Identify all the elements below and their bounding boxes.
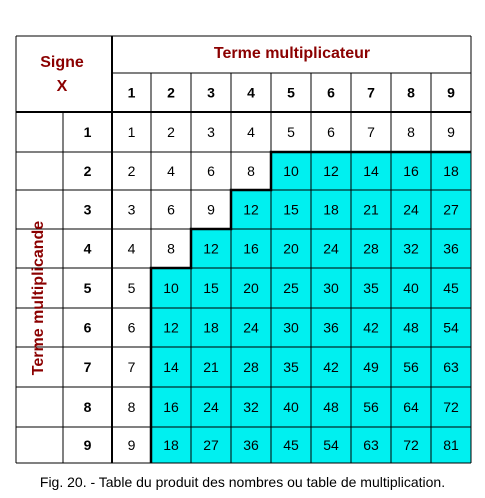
product-cell: 15	[283, 201, 299, 218]
multiplier-header-5: 5	[287, 84, 295, 101]
product-cell: 18	[443, 163, 459, 179]
product-cell: 56	[403, 359, 419, 375]
product-cell: 54	[323, 437, 339, 453]
multiplier-header-9: 9	[447, 84, 455, 101]
multiplicand-header-9: 9	[83, 437, 92, 453]
product-cell: 40	[283, 399, 299, 415]
product-cell: 36	[443, 240, 459, 257]
product-cell: 49	[363, 359, 379, 375]
product-cell: 3	[127, 201, 136, 218]
multiplicand-header-4: 4	[83, 240, 92, 257]
product-cell: 8	[127, 399, 136, 415]
product-cell: 45	[443, 280, 459, 296]
product-cell: 64	[403, 399, 419, 415]
multiplicand-header-5: 5	[83, 280, 92, 296]
multiplicand-header-1: 1	[83, 124, 92, 140]
product-cell: 7	[127, 359, 136, 375]
product-cell: 12	[203, 240, 219, 257]
product-cell: 18	[323, 201, 339, 218]
multiplier-header-3: 3	[207, 84, 215, 101]
figure-caption: Fig. 20. - Table du produit des nombres ou table de multiplication.	[39, 474, 446, 490]
product-cell: 14	[163, 359, 179, 375]
product-cell: 24	[243, 319, 259, 336]
product-cell: 4	[167, 163, 175, 179]
product-cell: 30	[323, 280, 339, 296]
product-cell: 18	[203, 319, 219, 336]
multiplier-header-6: 6	[327, 84, 335, 101]
product-cell: 15	[203, 280, 219, 296]
product-cell: 3	[207, 124, 215, 140]
multiplier-header-7: 7	[367, 84, 375, 101]
multiplier-header-8: 8	[407, 84, 415, 101]
product-cell: 6	[127, 319, 136, 336]
product-cell: 2	[167, 124, 175, 140]
product-cell: 8	[167, 240, 175, 257]
column-header-title: Terme multiplicateur	[213, 45, 371, 62]
product-cell: 9	[207, 201, 215, 218]
product-cell: 10	[283, 163, 299, 179]
product-cell: 63	[443, 359, 459, 375]
product-cell: 12	[323, 163, 339, 179]
product-cell: 6	[327, 124, 335, 140]
product-cell: 42	[363, 319, 379, 336]
product-cell: 54	[443, 319, 459, 336]
product-cell: 35	[283, 359, 299, 375]
product-cell: 8	[247, 163, 255, 179]
multiplicand-header-8: 8	[83, 399, 92, 415]
row-header-title: Terme multiplicande	[30, 220, 47, 376]
product-cell: 5	[287, 124, 295, 140]
product-cell: 1	[127, 124, 136, 140]
product-cell: 18	[163, 437, 179, 453]
product-cell: 4	[127, 240, 136, 257]
product-cell: 16	[403, 163, 419, 179]
product-cell: 42	[323, 359, 339, 375]
product-cell: 8	[407, 124, 415, 140]
multiplier-header-1: 1	[127, 84, 136, 101]
multiplier-header-4: 4	[247, 84, 255, 101]
product-cell: 40	[403, 280, 419, 296]
product-cell: 36	[323, 319, 339, 336]
product-cell: 12	[243, 201, 259, 218]
product-cell: 6	[207, 163, 215, 179]
corner-x-label: X	[56, 78, 68, 95]
product-cell: 21	[203, 359, 219, 375]
product-cell: 72	[443, 399, 459, 415]
product-cell: 7	[367, 124, 375, 140]
product-cell: 81	[443, 437, 459, 453]
product-cell: 10	[163, 280, 179, 296]
product-cell: 48	[323, 399, 339, 415]
product-cell: 35	[363, 280, 379, 296]
product-cell: 16	[163, 399, 179, 415]
multiplicand-header-3: 3	[83, 201, 92, 218]
product-cell: 27	[203, 437, 219, 453]
product-cell: 45	[283, 437, 299, 453]
product-cell: 24	[203, 399, 219, 415]
product-cell: 24	[323, 240, 339, 257]
product-cell: 27	[443, 201, 459, 218]
product-cell: 32	[243, 399, 259, 415]
multiplicand-header-7: 7	[83, 359, 92, 375]
product-cell: 24	[403, 201, 419, 218]
product-cell: 72	[403, 437, 419, 453]
product-cell: 2	[127, 163, 136, 179]
product-cell: 4	[247, 124, 255, 140]
multiplicand-header-2: 2	[83, 163, 92, 179]
product-cell: 28	[243, 359, 259, 375]
product-cell: 36	[243, 437, 259, 453]
multiplier-header-2: 2	[167, 84, 175, 101]
product-cell: 30	[283, 319, 299, 336]
product-cell: 32	[403, 240, 419, 257]
product-cell: 9	[127, 437, 136, 453]
product-cell: 28	[363, 240, 379, 257]
product-cell: 5	[127, 280, 136, 296]
product-cell: 20	[243, 280, 259, 296]
product-cell: 6	[167, 201, 175, 218]
product-cell: 9	[447, 124, 455, 140]
corner-signe-label: Signe	[40, 54, 84, 71]
product-cell: 48	[403, 319, 419, 336]
multiplicand-header-6: 6	[83, 319, 92, 336]
product-cell: 20	[283, 240, 299, 257]
product-cell: 63	[363, 437, 379, 453]
product-cell: 16	[243, 240, 259, 257]
product-cell: 14	[363, 163, 379, 179]
product-cell: 25	[283, 280, 299, 296]
product-cell: 56	[363, 399, 379, 415]
product-cell: 12	[163, 319, 179, 336]
product-cell: 21	[363, 201, 379, 218]
